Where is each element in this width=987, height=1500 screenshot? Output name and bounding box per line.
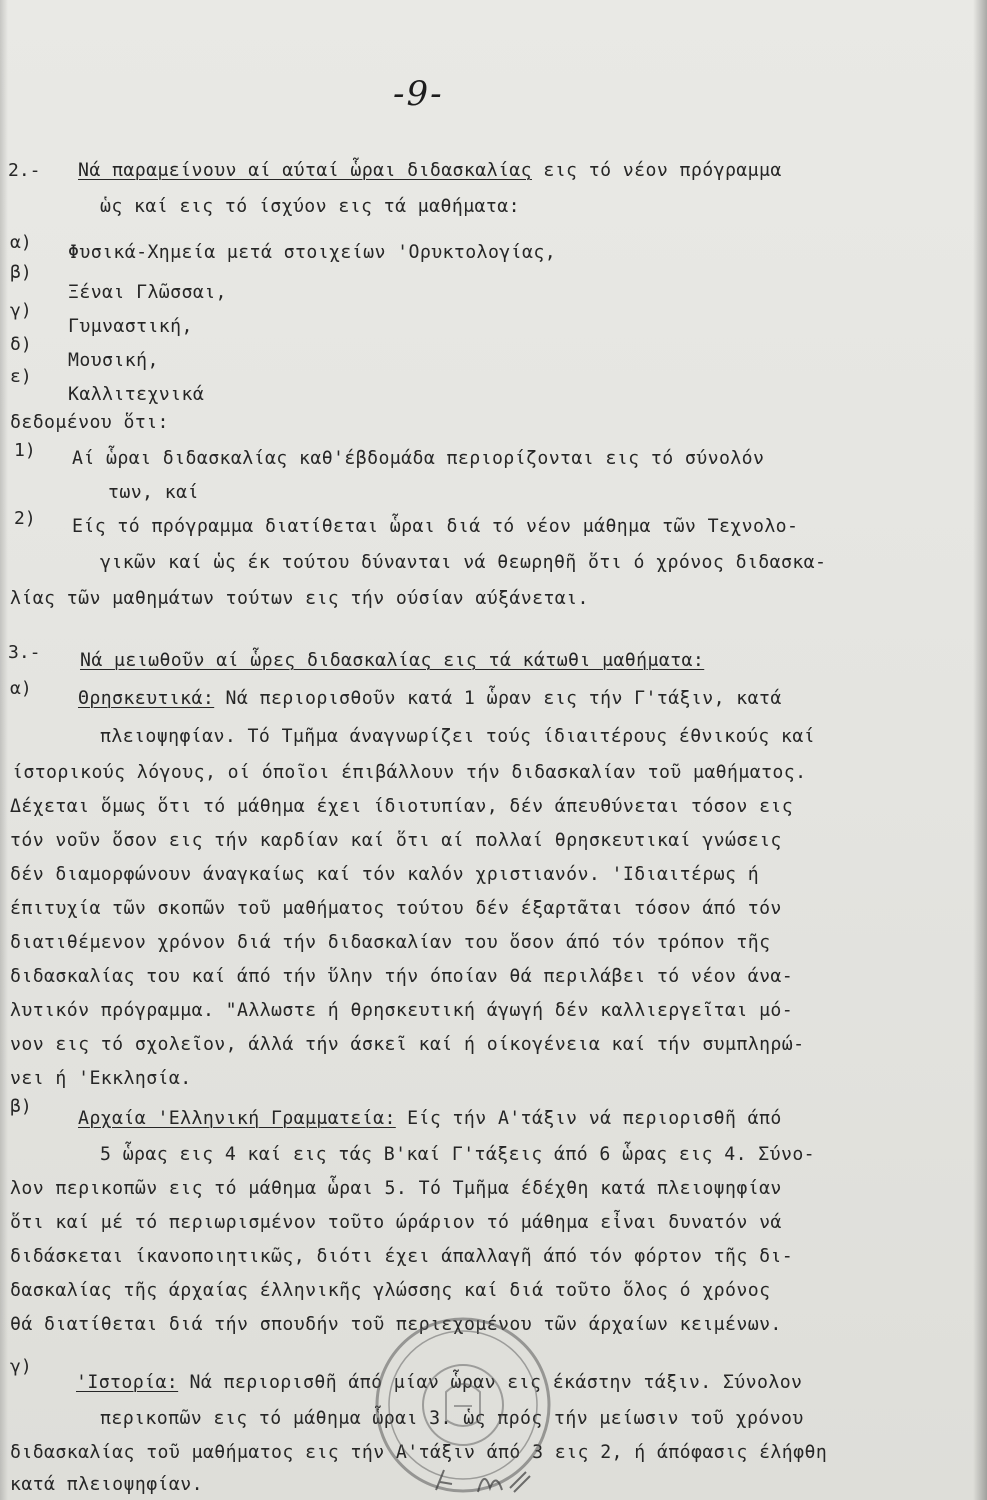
paragraph-line: Νά περιορισθοῦν κατά 1 ὧραν εις τήν Γ'τάξιν, κατά [214,688,782,709]
reason-2-line: Είς τό πρόγραμμα διατίθεται ὧραι διά τό νέον μάθημα τῶν Τεχνολο- [72,516,799,537]
section-2-heading-underlined: Νά παραμείνουν αί αύταί ὧραι διδασκαλίας [78,160,532,181]
paragraph-line: κατά πλειοψηφίαν. [10,1474,203,1495]
paragraph-line: νει ή 'Εκκλησία. [10,1068,192,1089]
paragraph-line: έπιτυχία τῶν σκοπῶν τοῦ μαθήματος τούτου δέν έξαρτᾶται τόσον άπό τόν [10,898,782,919]
paragraph-line: δασκαλίας τῆς άρχαίας έλληνικῆς γλώσσης καί διά τοῦτο ὅλος ό χρόνος [10,1280,771,1301]
reason-1-line: των, καί [108,482,199,503]
section-2-number: 2.- [8,160,41,181]
subsection-b-first-line [78,1108,782,1130]
section-3-heading: Νά μειωθοῦν αί ὧρες διδασκαλίας εις τά κάτωθι μαθήματα: [80,650,705,671]
list-item: Μουσική, [68,350,159,371]
given-that: δεδομένου ὅτι: [10,412,169,433]
scan-left-edge [0,0,8,1500]
paragraph-line: λον περικοπῶν εις τό μάθημα ὧραι 5. Τό Τμῆμα έδέχθη κατά πλειοψηφίαν [10,1178,782,1199]
scan-right-edge [973,0,987,1500]
item-marker: α) [10,232,32,253]
subsection-a-first-line [78,688,782,710]
paragraph-line: διατιθέμενον χρόνον διά τήν διδασκαλίαν του ὅσον άπό τόν τρόπον τῆς [10,932,771,953]
list-item: Γυμναστική, [68,316,193,337]
paragraph-line: ὅτι καί μέ τό περιωρισμένον τοῦτο ώράριον τό μάθημα εἶναι δυνατόν νά [10,1212,782,1233]
reason-2-line: γικῶν καί ὡς έκ τούτου δύνανται νά θεωρηθῆ ὅτι ό χρόνος διδασκα- [100,552,827,573]
section-2-line-2: ὡς καί εις τό ίσχύον εις τά μαθήματα: [100,196,520,217]
section-3-number: 3.- [8,642,41,663]
list-item: Ξέναι Γλῶσσαι, [68,282,227,303]
section-2-heading-rest: εις τό νέον πρόγραμμα [532,160,782,181]
paragraph-line: νον εις τό σχολεῖον, άλλά τήν άσκεῖ καί ή οίκογένεια καί τήν συμπληρώ- [10,1034,805,1055]
paragraph-line: ίστορικούς λόγους, οί όποῖοι έπιβάλλουν τήν διδασκαλίαν τοῦ μαθήματος. [12,762,807,783]
subsection-c-marker: γ) [10,1356,32,1377]
page-number: -9- [393,74,444,114]
paragraph-line: Δέχεται ὅμως ὅτι τό μάθημα έχει ίδιοτυπίαν, δέν άπευθύνεται τόσον εις [10,796,794,817]
reason-2-line: λίας τῶν μαθημάτων τούτων εις τήν ούσίαν αύξάνεται. [10,588,589,609]
paragraph-line: θά διατίθεται διά τήν σπουδήν τοῦ περιεχομένου τῶν άρχαίων κειμένων. [10,1314,782,1335]
item-marker: ε) [10,366,32,387]
subsection-a-marker: α) [10,678,32,699]
item-marker: γ) [10,300,32,321]
reason-2-marker: 2) [14,508,36,529]
paragraph-line: δέν διαμορφώνουν άναγκαίως καί τόν καλόν χριστιανόν. 'Ιδιαιτέρως ή [10,864,760,885]
reason-1-line: Αί ὧραι διδασκαλίας καθ'έβδομάδα περιορίζονται εις τό σύνολόν [72,448,765,469]
paragraph-line: τόν νοῦν ὅσον εις τήν καρδίαν καί ὅτι αί πολλαί θρησκευτικαί γνώσεις [10,830,782,851]
subsection-c-title: 'Ιστορία: [76,1372,179,1393]
handwritten-initials [430,1462,550,1498]
subsection-b-title: Αρχαία 'Ελληνική Γραμματεία: [78,1108,396,1129]
subsection-a-title: Θρησκευτικά: [78,688,215,709]
paragraph-line: διδασκαλίας του καί άπό τήν ὕλην τήν όποίαν θά περιλάβει τό νέον άνα- [10,966,794,987]
paragraph-line: διδάσκεται ίκανοποιητικῶς, διότι έχει άπαλλαγῆ άπό τόν φόρτον τῆς δι- [10,1246,794,1267]
section-2-heading [78,160,782,182]
paragraph-line: 5 ὧρας εις 4 καί εις τάς Β'καί Γ'τάξεις άπό 6 ὧρας εις 4. Σύνο- [100,1144,816,1165]
reason-1-marker: 1) [14,440,36,461]
paragraph-line: διδασκαλίας τοῦ μαθήματος εις τήν Α'τάξιν άπό 3 εις 2, ή άπόφασις έλήφθη [10,1442,828,1463]
list-item: Φυσικά-Χημεία μετά στοιχείων 'Ορυκτολογίας, [68,242,557,263]
paragraph-line: Είς τήν Α'τάξιν νά περιορισθῆ άπό [395,1108,782,1129]
item-marker: δ) [10,334,32,355]
paragraph-line: λυτικόν πρόγραμμα. "Αλλωστε ή θρησκευτική άγωγή δέν καλλιεργεῖται μό- [10,1000,794,1021]
paragraph-line: πλειοψηφίαν. Τό Τμῆμα άναγνωρίζει τούς ίδιαιτέρους έθνικούς καί [100,726,816,747]
paragraph-line: περικοπῶν εις τό μάθημα ὧραι 3. ὡς πρός τήν μείωσιν τοῦ χρόνου [100,1408,804,1429]
subsection-b-marker: β) [10,1096,32,1117]
item-marker: β) [10,262,32,283]
list-item: Καλλιτεχνικά [68,384,205,405]
paragraph-line: Νά περιορισθῆ άπό μίαν ὧραν εις έκάστην τάξιν. Σύνολον [178,1372,803,1393]
